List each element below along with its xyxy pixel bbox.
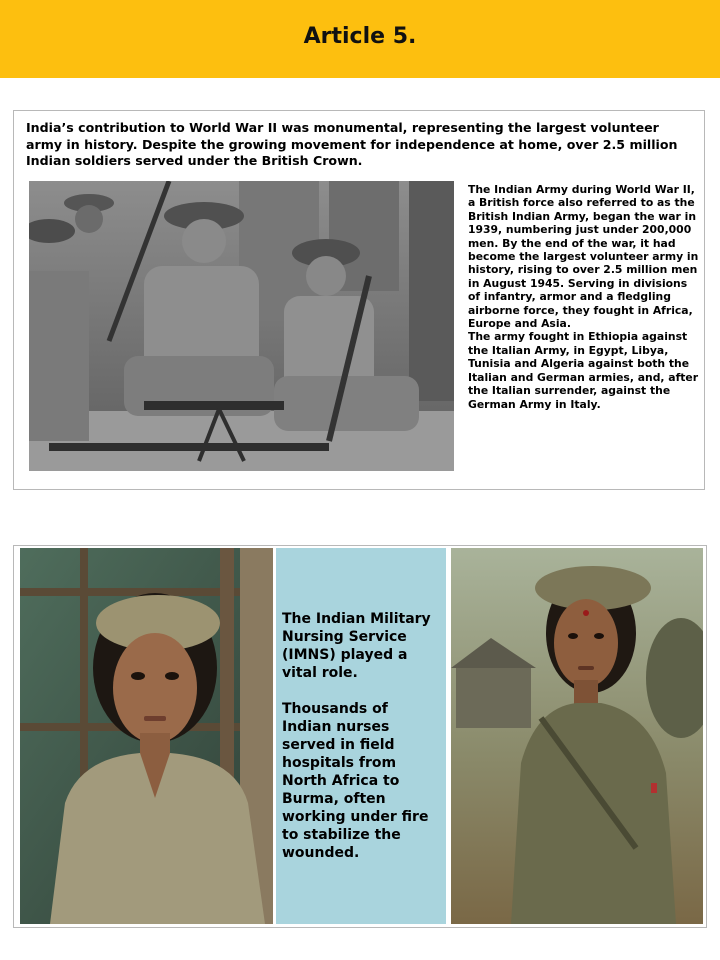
army-history-text <box>468 183 700 411</box>
nurse-photo-left <box>20 548 273 924</box>
nurses-service-text: Thousands of Indian nurses served in field hospitals from North Africa to Burma, often working under fire to stabilize the wounded. <box>282 701 429 861</box>
nursing-section <box>13 545 707 928</box>
nursing-text <box>282 610 442 880</box>
intro-text: India’s contribution to World War II was monumental, representing the largest volunteer army in history. Despite the growing movement for independence at home, over 2.5 million Indian soldiers served under the British Crown. <box>26 120 678 168</box>
nursing-info-panel <box>276 548 446 924</box>
imns-role-text: The Indian Military Nursing Service (IMNS) played a vital role. <box>282 611 431 681</box>
soldiers-section <box>13 110 705 490</box>
page-title: Article 5. <box>303 23 417 49</box>
army-history-paragraph: The Indian Army during World War II, a British force also referred to as the British Indian Army, began the war in 1939, numbering just under 200,000 men. By the end of the war, it had become the largest volunteer army in history, rising to over 2.5 million men in August 1945. Serving in divisions of infantry, armor and a fledgling airborne force, they fought in Africa, Europe and Asia. <box>468 183 699 331</box>
army-campaigns-paragraph: The army fought in Ethiopia against the Italian Army, in Egypt, Libya, Tunisia and Algeria against both the Italian and German armies, and, after the Italian surrender, against the German Army in Italy. <box>468 330 699 411</box>
header-bar <box>0 0 720 78</box>
soldiers-photo <box>29 181 454 471</box>
nurse-photo-right <box>451 548 703 924</box>
